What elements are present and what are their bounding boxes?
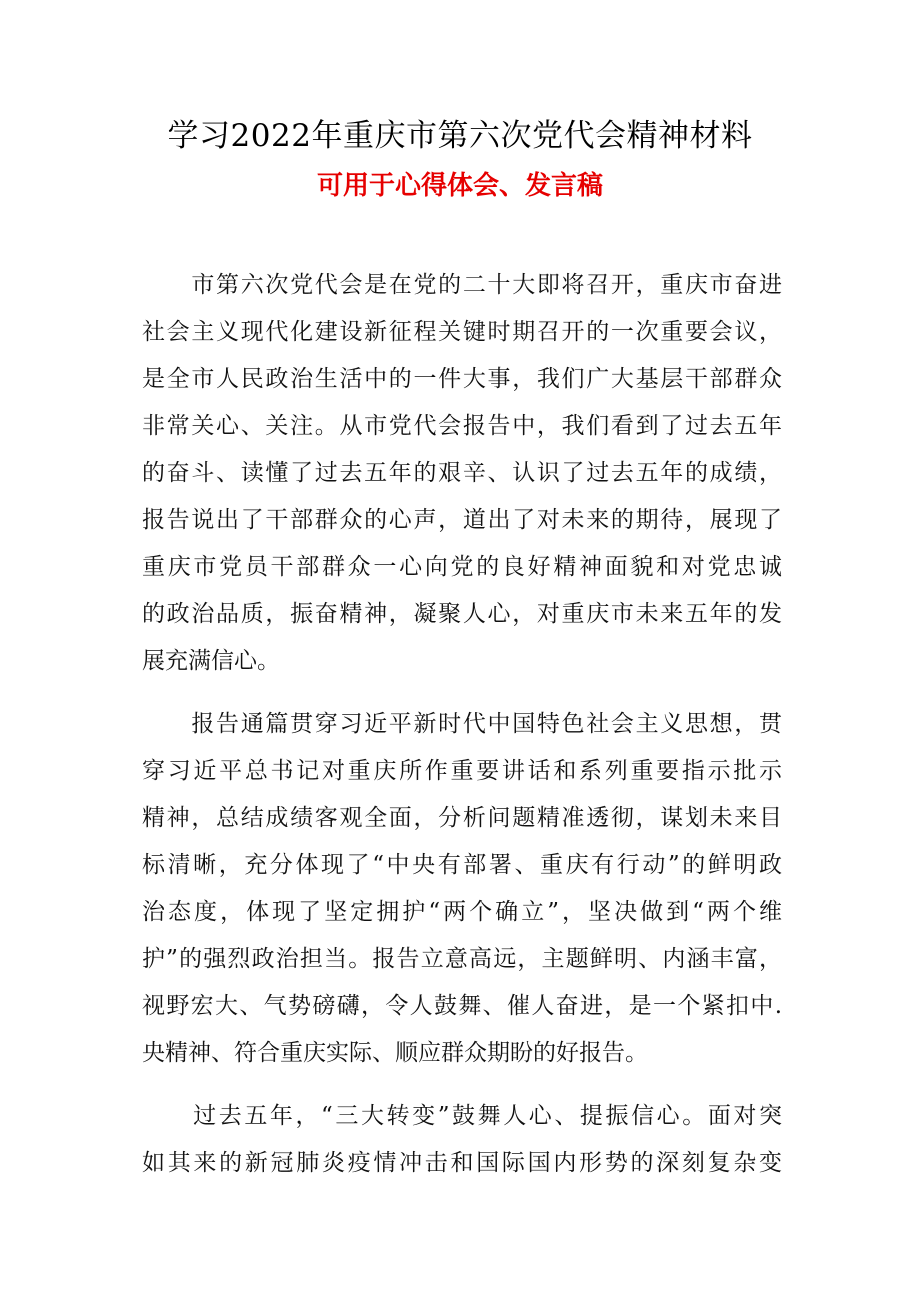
document-body (142, 262, 782, 1203)
text-line: 市第六次党代会是在党的二十大即将召开，重庆市奋进 (142, 272, 782, 298)
text-line: 过去五年，“三大转变”鼓舞人心、提振信心。面对突 (142, 1103, 782, 1129)
text-line: 报告说出了干部群众的心声，道出了对未来的期待，展现了 (142, 507, 782, 533)
document-title: 学习2022年重庆市第六次党代会精神材料 (167, 118, 753, 154)
text-line: 的政治品质，振奋精神，凝聚人心，对重庆市未来五年的发 (142, 601, 782, 627)
text-line: 穿习近平总书记对重庆所作重要讲话和系列重要指示批示 (142, 758, 782, 784)
text-line: 精神，总结成绩客观全面，分析问题精准透彻，谋划未来目 (142, 805, 782, 831)
text-line: 如其来的新冠肺炎疫情冲击和国际国内形势的深刻复杂变 (142, 1150, 782, 1176)
text-line: 是全市人民政治生活中的一件大事，我们广大基层干部群众 (142, 366, 782, 392)
text-line: 视野宏大、气势磅礴，令人鼓舞、催人奋进，是一个紧扣中. (142, 993, 782, 1019)
text-line: 社会主义现代化建设新征程关键时期召开的一次重要会议， (142, 319, 782, 345)
text-line: 护”的强烈政治担当。报告立意高远，主题鲜明、内涵丰富， (142, 946, 782, 972)
paragraph (142, 262, 782, 685)
text-line: 的奋斗、读懂了过去五年的艰辛、认识了过去五年的成绩， (142, 460, 782, 486)
text-line: 治态度，体现了坚定拥护“两个确立”，坚决做到“两个维 (142, 899, 782, 925)
text-line: 报告通篇贯穿习近平新时代中国特色社会主义思想，贯 (142, 711, 782, 737)
paragraph (142, 701, 782, 1077)
text-line: 展充满信心。 (142, 648, 280, 674)
text-line: 重庆市党员干部群众一心向党的良好精神面貌和对党忠诚 (142, 554, 782, 580)
text-line: 非常关心、关注。从市党代会报告中，我们看到了过去五年 (142, 413, 782, 439)
text-line: 标清晰，充分体现了“中央有部署、重庆有行动”的鲜明政 (142, 852, 782, 878)
text-line: 央精神、符合重庆实际、顺应群众期盼的好报告。 (142, 1040, 648, 1066)
paragraph (142, 1093, 782, 1187)
document-subtitle: 可用于心得体会、发言稿 (316, 171, 603, 201)
